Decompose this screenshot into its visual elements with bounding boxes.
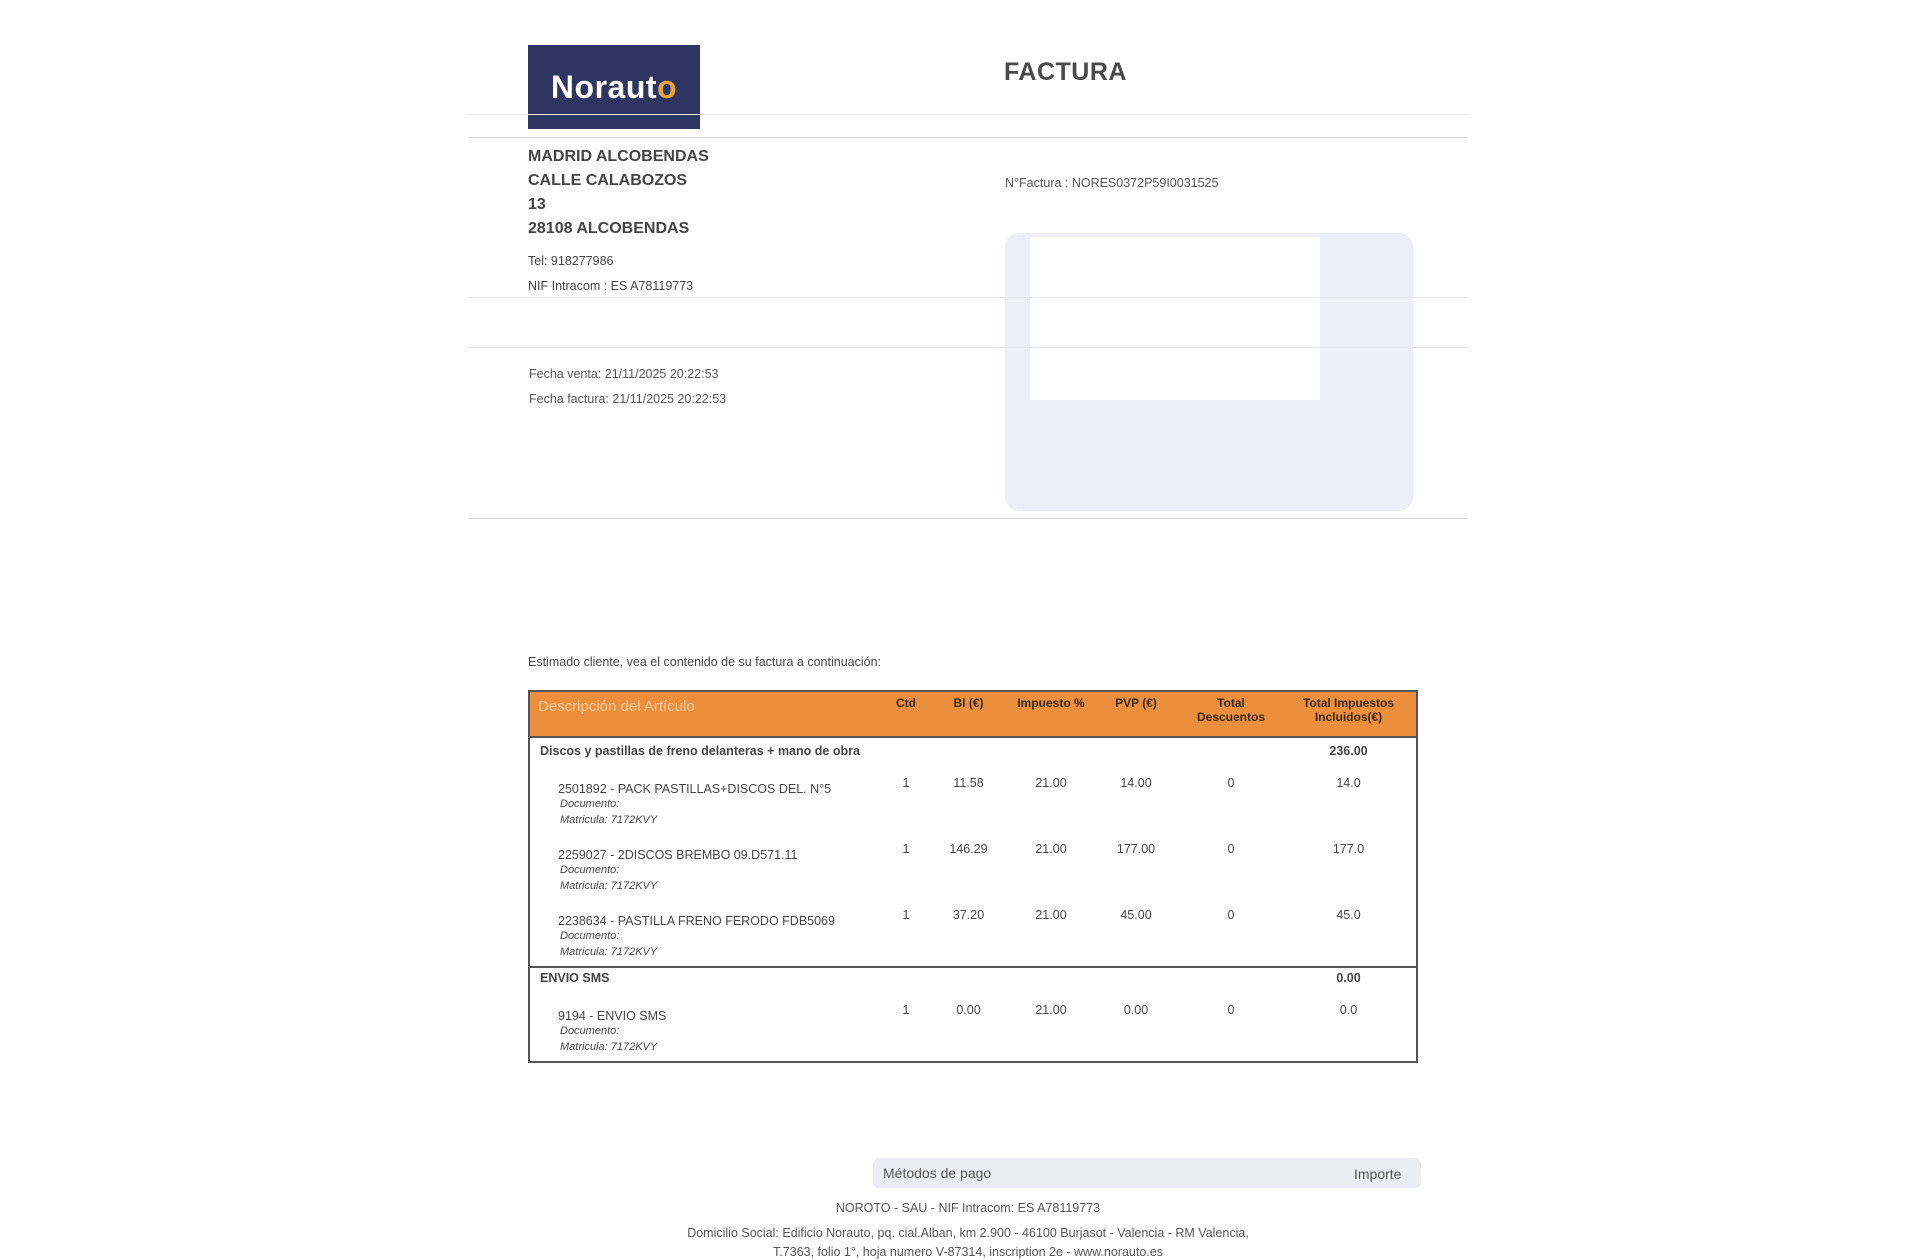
store-name: MADRID ALCOBENDAS xyxy=(528,148,709,165)
item-description: 2259027 - 2DISCOS BREMBO 09.D571.11 xyxy=(558,848,798,862)
item-bi: 11.58 xyxy=(953,776,984,790)
item-note-row xyxy=(529,928,1417,944)
store-phone: Tel: 918277986 xyxy=(528,254,614,268)
item-qty: 1 xyxy=(902,842,910,856)
divider xyxy=(468,114,1468,115)
item-note-row xyxy=(529,1039,1417,1062)
item-bi: 0.00 xyxy=(956,1003,981,1017)
item-discount: 0 xyxy=(1227,842,1235,856)
item-pvp: 14.00 xyxy=(1120,776,1152,790)
footer-company: NOROTO - SAU - NIF Intracom: ES A78119773 xyxy=(835,1201,1101,1215)
customer-address-window xyxy=(1030,237,1320,400)
group-row xyxy=(529,967,1417,995)
group-row xyxy=(529,737,1417,768)
dates xyxy=(529,362,726,412)
col-total: Total Impuestos Incluidos(€) xyxy=(1281,691,1417,737)
col-bi: BI (€) xyxy=(926,691,1011,737)
item-qty: 1 xyxy=(902,908,910,922)
table-row xyxy=(529,768,1417,796)
payment-amount-label: Importe xyxy=(1354,1166,1402,1182)
store-number: 13 xyxy=(528,196,546,213)
document-title: FACTURA xyxy=(1004,58,1127,86)
item-document: Documento: xyxy=(560,864,620,876)
item-note-row xyxy=(529,862,1417,878)
col-pvp: PVP (€) xyxy=(1091,691,1181,737)
item-pvp: 177.00 xyxy=(1116,842,1156,856)
logo-text: Noraut xyxy=(550,68,658,105)
item-plate: Matricula: 7172KVY xyxy=(560,1041,658,1053)
group-title: ENVIO SMS xyxy=(529,967,1281,995)
item-plate: Matricula: 7172KVY xyxy=(560,946,658,958)
store-city: 28108 ALCOBENDAS xyxy=(528,220,690,237)
table-row xyxy=(529,834,1417,862)
item-discount: 0 xyxy=(1227,776,1235,790)
table-row xyxy=(529,900,1417,928)
item-discount: 0 xyxy=(1227,908,1235,922)
norauto-logo xyxy=(528,45,700,129)
item-bi: 146.29 xyxy=(949,842,988,856)
item-document: Documento: xyxy=(560,798,620,810)
item-qty: 1 xyxy=(902,776,910,790)
table-header-row xyxy=(529,691,1417,737)
item-plate: Matricula: 7172KVY xyxy=(560,814,658,826)
payment-methods-label: Métodos de pago xyxy=(883,1165,992,1181)
item-total: 177.0 xyxy=(1332,842,1365,856)
items-table xyxy=(528,690,1418,1063)
item-qty: 1 xyxy=(902,1003,910,1017)
item-document: Documento: xyxy=(560,930,620,942)
invoice-date: Fecha factura: 21/11/2025 20:22:53 xyxy=(529,392,727,406)
group-total: 0.00 xyxy=(1281,967,1417,995)
footer-registry: T.7363, folio 1°, hoja numero V-87314, inscription 2e - www.norauto.es xyxy=(773,1245,1163,1259)
col-tax: Impuesto % xyxy=(1011,691,1091,737)
item-tax: 21.00 xyxy=(1035,908,1067,922)
store-nif: NIF Intracom : ES A78119773 xyxy=(528,279,694,293)
item-note-row xyxy=(529,796,1417,812)
intro-text: Estimado cliente, vea el contenido de su factura a continuación: xyxy=(528,655,881,669)
item-pvp: 0.00 xyxy=(1123,1003,1149,1017)
store-address xyxy=(528,145,709,241)
col-discounts: Total Descuentos xyxy=(1181,691,1281,737)
item-description: 9194 - ENVIO SMS xyxy=(558,1009,667,1023)
divider xyxy=(468,137,1468,138)
item-total: 0.0 xyxy=(1339,1003,1358,1017)
item-plate: Matricula: 7172KVY xyxy=(560,880,658,892)
store-street: CALLE CALABOZOS xyxy=(528,172,688,189)
col-description: Descripción del Artículo xyxy=(529,691,886,737)
divider xyxy=(468,518,1468,519)
item-pvp: 45.00 xyxy=(1120,908,1152,922)
item-description: 2501892 - PACK PASTILLAS+DISCOS DEL. N°5 xyxy=(558,782,832,796)
table-row xyxy=(529,995,1417,1023)
logo-text-accent: o xyxy=(657,68,678,105)
col-qty: Ctd xyxy=(886,691,926,737)
item-note-row xyxy=(529,812,1417,834)
invoice-number: N°Factura : NORES0372P59I0031525 xyxy=(1005,176,1219,190)
item-total: 14.0 xyxy=(1336,776,1361,790)
item-note-row xyxy=(529,1023,1417,1039)
group-title: Discos y pastillas de freno delanteras + mano de obra xyxy=(540,744,860,758)
divider xyxy=(468,347,1468,348)
divider xyxy=(468,297,1468,298)
group-total: 236.00 xyxy=(1329,744,1368,758)
invoice-page xyxy=(468,0,1468,1260)
item-note-row xyxy=(529,878,1417,900)
item-total: 45.0 xyxy=(1336,908,1361,922)
item-description: 2238634 - PASTILLA FRENO FERODO FDB5069 xyxy=(558,914,835,928)
item-tax: 21.00 xyxy=(1035,776,1067,790)
footer-address: Domicilio Social: Edificio Norauto, pq. cial.Alban, km 2.900 - 46100 Burjasot - Valencia - RM Valencia, xyxy=(687,1226,1249,1240)
sale-date: Fecha venta: 21/11/2025 20:22:53 xyxy=(529,367,719,381)
item-note-row xyxy=(529,944,1417,967)
item-tax: 21.00 xyxy=(1035,842,1067,856)
item-bi: 37.20 xyxy=(952,908,985,922)
item-tax: 21.00 xyxy=(1035,1003,1067,1017)
item-document: Documento: xyxy=(560,1025,620,1037)
item-discount: 0 xyxy=(1227,1003,1235,1017)
